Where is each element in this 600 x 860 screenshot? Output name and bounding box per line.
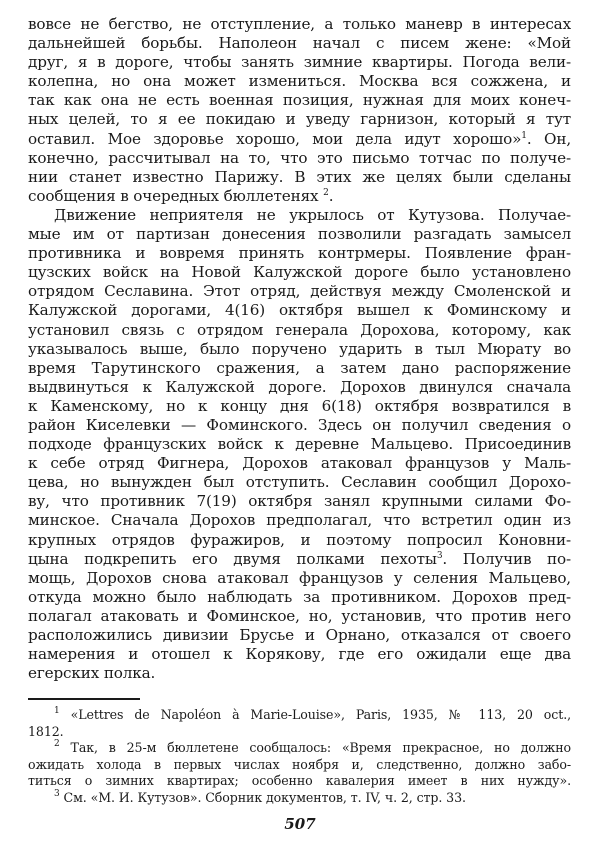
text-line: расположились дивизии Брусье и Орнано, отказался от своего [28,626,571,644]
text-line: цева, но вынужден был отступить. Сеславин сообщил Дорохо- [28,473,571,492]
text-line: нии станет известно Парижу. В этих же целях были сделаны [28,167,571,186]
footnote-marker: 1 [54,706,60,716]
text-line: мощь, Дорохов снова атаковал французов у селения Мальцево, [28,568,571,587]
text-line: откуда можно было наблюдать за противником. Дорохов пред- [28,587,571,606]
footnote-1: $^1$ «Lettres de Napoléon à Marie-Louise», Paris, 1935, № 113, 20 oct., [54,706,571,722]
text-line: конечно, рассчитывал на то, что это письмо тотчас по получе- [28,148,571,167]
text-line: к Каменскому, но к концу дня 6(18) октября возвратился в [28,396,571,415]
text-line: так как она не есть военная позиция, нужная для моих конеч- [28,91,571,110]
footnote-marker: 2 [54,739,60,750]
text-line: к себе отряд Фигнера, Дорохов атаковал французов у Маль- [28,454,571,473]
footnote-1-cont: 1812. [28,723,64,739]
text-line: район Киселевки — Фоминского. Здесь он получил сведения о [28,415,571,434]
text-line: минское. Сначала Дорохов предполагал, что встретил один из [28,511,571,530]
footnote-marker: 3 [54,788,60,799]
text-line: указывалось выше, было поручено ударить в тыл Мюрату во [28,339,571,358]
text-line: вовсе не бегство, не отступление, а только маневр в интересах [28,15,571,33]
text-line: время Тарутинского сражения, а затем дано распоряжение [28,358,571,377]
text-line: колепна, но она может измениться. Москва вся сожжена, и [28,72,571,91]
text-line: оставил. Мое здоровье хорошо, мои дела идут хорошо»$^1$. Он, [28,129,571,148]
text-line: друг, я в дороге, чтобы занять зимние квартиры. Погода вели- [28,53,571,72]
text-line: крупных отрядов фуражиров, и поэтому попросил Коновни- [28,530,571,549]
text-line: полагал атаковать и Фоминское, но, установив, что против него [28,606,571,625]
text-line: мые им от партизан донесения позволили разгадать замысел [28,225,571,244]
text-line: цузских войск на Новой Калужской дороге было установлено [28,263,571,282]
body-paragraphs [28,15,571,683]
text-line: выдвинуться к Калужской дороге. Дорохов двинулся сначала [28,377,571,396]
text-line: егерских полка. [28,664,156,683]
main-text [28,15,571,683]
footnote-2-cont: ожидать холода в первых числах ноября и, следственно, должно забо- [28,756,571,772]
footnote-3: $^3$ См. «М. И. Кутузов». Сборник документов, т. IV, ч. 2, стр. 33. [54,788,466,805]
text-line: цына подкрепить его двумя полками пехоты$^3$. Получив по- [28,549,571,568]
footnote-2-cont: титься о зимних квартирах; особенно кавалерия имеет в них нужду». [28,773,571,789]
text-line: подходе французских войск к деревне Мальцево. Присоединив [28,435,571,454]
text-line: противника и вовремя принять контрмеры. Появление фран- [28,244,571,263]
text-line: установил связь с отрядом генерала Дорохова, которому, как [28,320,571,339]
footnote-ref-1[interactable]: 1 [521,130,527,141]
text-line: дальнейшей борьбы. Наполеон начал с писем жене: «Мой [28,34,571,53]
footnotes [28,707,571,807]
text-line: отрядом Сеславина. Этот отряд, действуя между Смоленской и [28,282,571,301]
text-line: Калужской дорогами, 4(16) октября вышел к Фоминскому и [28,301,571,320]
text-line: сообщения в очередных бюллетенях $^2$. [28,186,334,205]
text-line: ных целей, то я ее покидаю и уведу гарнизон, который я тут [28,110,571,129]
footnote-divider [28,698,140,700]
text-line: Движение неприятеля не укрылось от Кутузова. Получае- [54,205,571,224]
footnote-ref-3[interactable]: 3 [436,550,443,561]
footnote-2: $^2$ Так, в 25-м бюллетене сообщалось: «Время прекрасное, но должно [54,739,571,756]
footnote-ref-2[interactable]: 2 [323,187,329,198]
text-line: ву, что противник 7(19) октября занял крупными силами Фо- [28,492,571,511]
page-number: 507 [284,815,316,833]
text-line: намерения и отошел к Корякову, где его ожидали еще два [28,645,571,664]
